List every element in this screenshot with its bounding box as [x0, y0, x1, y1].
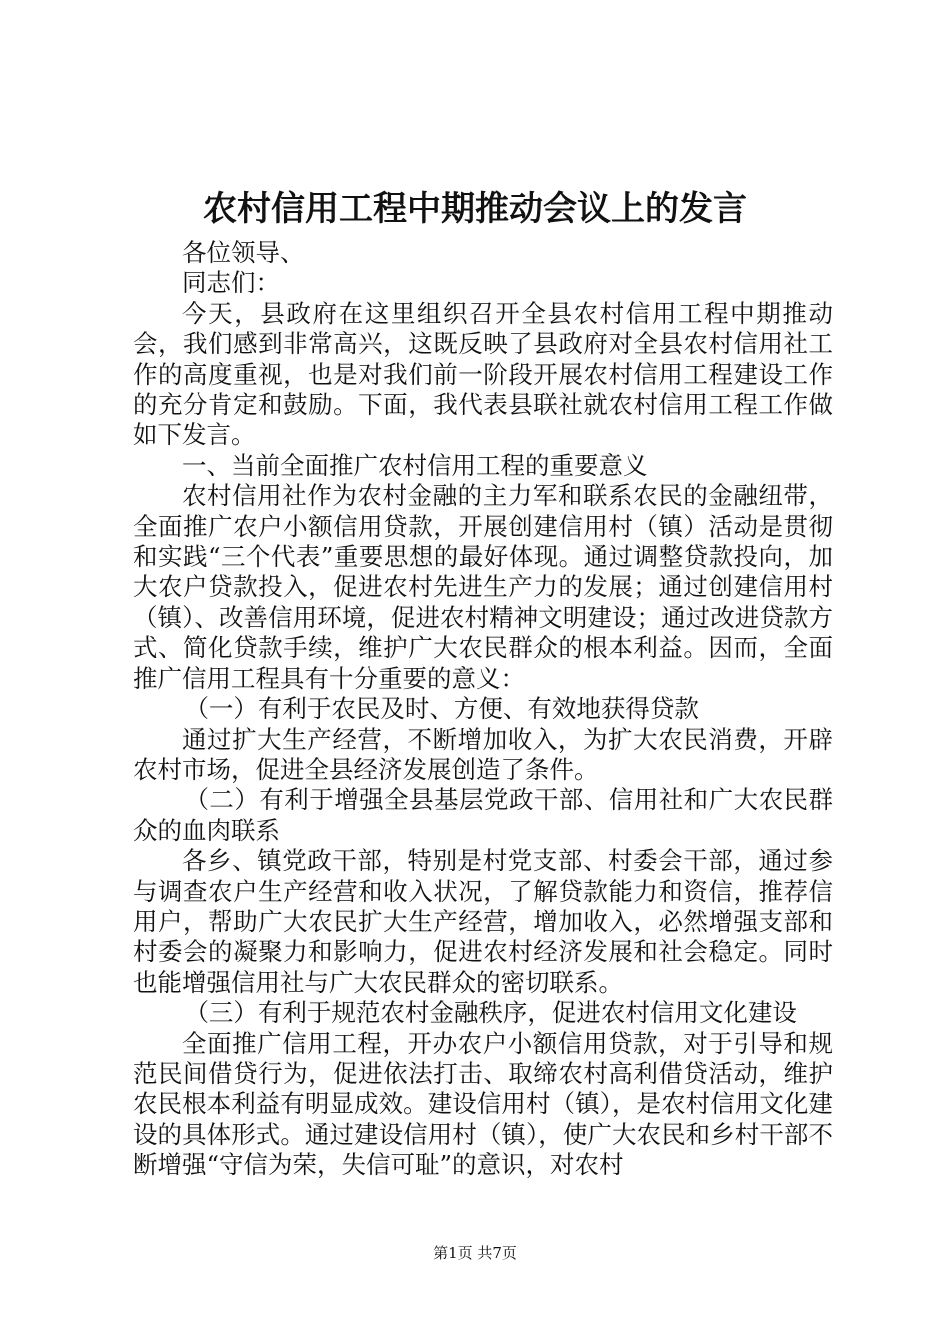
- page-number-footer: 第1页 共7页: [433, 1244, 517, 1262]
- subheading-2: （二）有利于增强全县基层党政干部、信用社和广大农民群众的血肉联系: [133, 785, 833, 845]
- subheading-3: （三）有利于规范农村金融秩序，促进农村信用文化建设: [184, 998, 797, 1028]
- section-heading-1: 一、当前全面推广农村信用工程的重要意义: [182, 450, 648, 480]
- paragraph-intro: 今天，县政府在这里组织召开全县农村信用工程中期推动会，我们感到非常高兴，这既反映了县政府对全县农村信用社工作的高度重视，也是对我们前一阶段开展农村信用工程建设工作的充分肯定和鼓励。下面，我代表县联社就农村信用工程工作做如下发言。: [133, 298, 833, 450]
- subheading-1: （一）有利于农民及时、方便、有效地获得贷款: [184, 694, 699, 724]
- paragraph-significance: 农村信用社作为农村金融的主力军和联系农民的金融纽带，全面推广农户小额信用贷款，开展创建信用村（镇）活动是贯彻和实践“三个代表”重要思想的最好体现。通过调整贷款投向，加大农户贷款投入，促进农村先进生产力的发展；通过创建信用村（镇）、改善信用环境，促进农村精神文明建设；通过改进贷款方式、简化贷款手续，维护广大农民群众的根本利益。因而，全面推广信用工程具有十分重要的意义：: [133, 481, 833, 693]
- paragraph-sub-1: 通过扩大生产经营，不断增加收入，为扩大农民消费，开辟农村市场，促进全县经济发展创造了条件。: [133, 724, 833, 784]
- paragraph-sub-3: 全面推广信用工程，开办农户小额信用贷款，对于引导和规范民间借贷行为，促进依法打击、取缔农村高利借贷活动，维护农民根本利益有明显成效。建设信用村（镇），是农村信用文化建设的具体形式。通过建设信用村（镇），使广大农民和乡村干部不断增强“守信为荣，失信可耻”的意识，对农村: [133, 1028, 833, 1180]
- document-body: [133, 238, 833, 1181]
- salutation-comrades: 同志们：: [182, 268, 280, 298]
- document-title: 农村信用工程中期推动会议上的发言: [203, 189, 747, 229]
- salutation-leaders: 各位领导、: [182, 238, 305, 267]
- paragraph-sub-2: 各乡、镇党政干部，特别是村党支部、村委会干部，通过参与调查农户生产经营和收入状况，了解贷款能力和资信，推荐信用户，帮助广大农民扩大生产经营，增加收入，必然增强支部和村委会的凝聚力和影响力，促进农村经济发展和社会稳定。同时也能增强信用社与广大农民群众的密切联系。: [133, 846, 833, 997]
